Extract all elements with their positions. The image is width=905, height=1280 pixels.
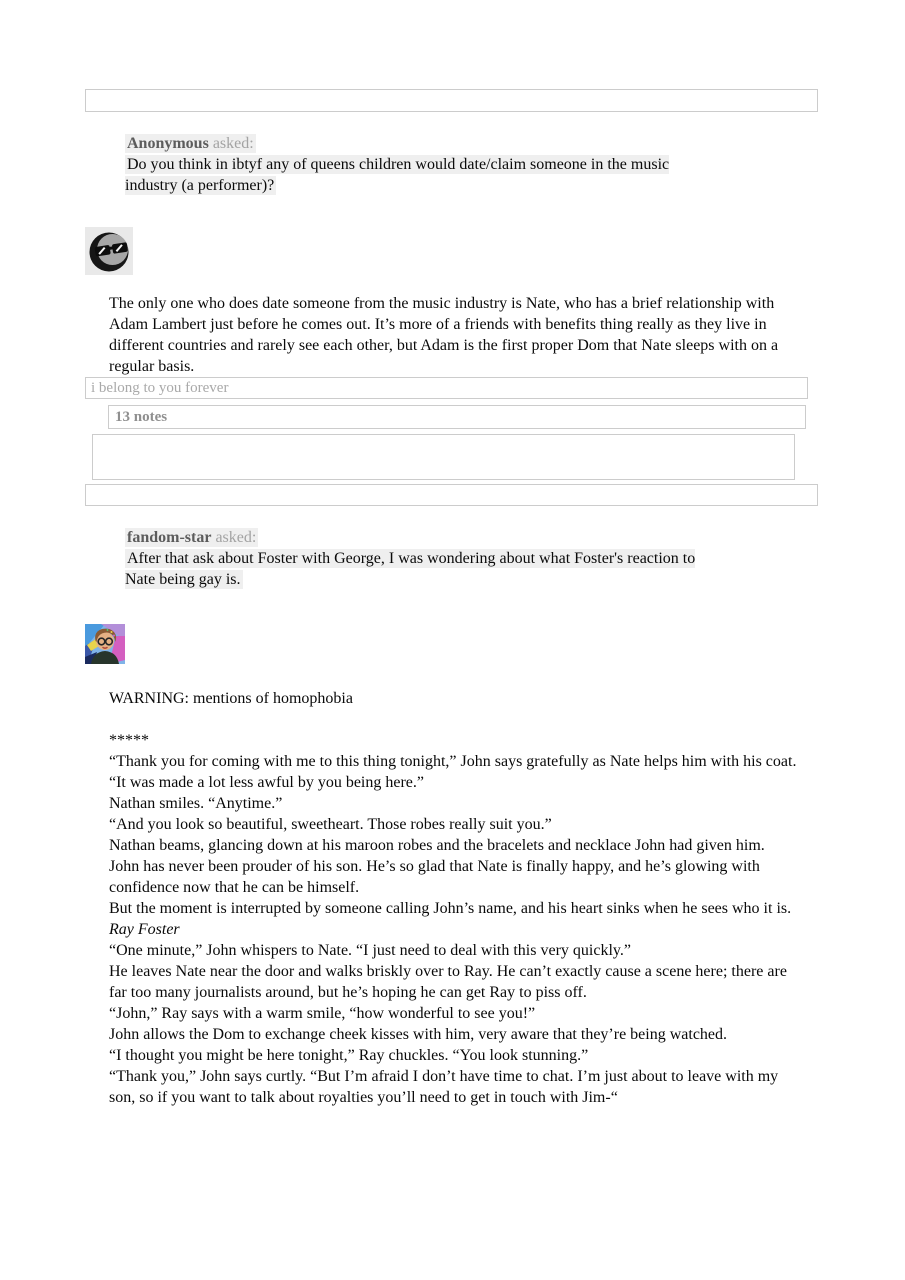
ask-post-1 — [85, 133, 818, 480]
ask-header — [125, 527, 703, 548]
story-paragraph: John allows the Dom to exchange cheek kisses with him, very aware that they’re being watched. — [109, 1026, 728, 1043]
story-paragraph: He leaves Nate near the door and walks briskly over to Ray. He can’t exactly cause a scene here; there are far too many journalists around, but he’s hoping he can get Ray to piss off. — [109, 963, 787, 1001]
separator-line: ***** — [109, 732, 149, 749]
answer-text — [109, 293, 799, 377]
tag-link[interactable]: i belong to you forever — [91, 380, 229, 396]
post-divider-box-2 — [85, 484, 818, 506]
notes-count-link[interactable]: 13 notes — [115, 409, 168, 425]
ask-post-2 — [85, 527, 818, 1108]
story-paragraph: “One minute,” John whispers to Nate. “I just need to deal with this very quickly.” — [109, 942, 631, 959]
ask-question-block — [125, 133, 703, 196]
story-paragraph: “And you look so beautiful, sweetheart. Those robes really suit you.” — [109, 816, 552, 833]
ask-header — [125, 133, 703, 154]
answer-text — [109, 688, 799, 1108]
story-paragraph: “I thought you might be here tonight,” Ray chuckles. “You look stunning.” — [109, 1047, 589, 1064]
cartoon-character-avatar-icon — [85, 624, 125, 664]
story-paragraph: But the moment is interrupted by someone calling John’s name, and his heart sinks when he sees who it is. — [109, 900, 792, 917]
story-paragraph: “Thank you,” John says curtly. “But I’m afraid I don’t have time to chat. I’m just about to leave with my son, so if you want to talk about royalties you’ll need to get in touch with Jim-“ — [109, 1068, 779, 1106]
blog-avatar[interactable] — [85, 624, 125, 664]
asked-label: asked: — [212, 135, 254, 152]
story-paragraph: Nathan smiles. “Anytime.” — [109, 795, 283, 812]
blog-avatar[interactable] — [85, 227, 133, 275]
asker-name[interactable]: fandom-star — [127, 529, 212, 546]
notes-bar[interactable] — [108, 405, 806, 429]
ask-question-text: After that ask about Foster with George, I was wondering about what Foster's reaction to Nate being gay is. — [125, 550, 696, 588]
ask-question-block — [125, 527, 703, 590]
warning-line: WARNING: mentions of homophobia — [109, 690, 353, 707]
post-divider-box-top — [85, 89, 818, 112]
story-paragraph: “John,” Ray says with a warm smile, “how wonderful to see you!” — [109, 1005, 536, 1022]
moon-with-sunglasses-avatar-icon — [85, 227, 133, 275]
story-paragraph: John has never been prouder of his son. He’s so glad that Nate is finally happy, and he’s glowing with confidence now that he can be himself. — [109, 858, 760, 896]
answer-paragraph: The only one who does date someone from the music industry is Nate, who has a brief relationship with Adam Lambert just before he comes out. It’s more of a friends with benefits thing really as they live in different countries and rarely see each other, but Adam is the first proper Dom that Nate sleeps with on a regular basis. — [109, 295, 779, 375]
story-paragraph: “Thank you for coming with me to this thing tonight,” John says gratefully as Nate helps him with his coat. “It was made a lot less awful by you being here.” — [109, 753, 797, 791]
asked-label: asked: — [215, 529, 257, 546]
tags-bar[interactable] — [85, 377, 808, 399]
story-paragraph: Nathan beams, glancing down at his maroon robes and the bracelets and necklace John had given him. — [109, 837, 765, 854]
ask-question-text: Do you think in ibtyf any of queens children would date/claim someone in the music industry (a performer)? — [125, 156, 670, 194]
asker-name: Anonymous — [127, 135, 209, 152]
blog-page — [85, 0, 818, 1108]
story-paragraph: Ray Foster — [109, 921, 180, 938]
post-footer-box — [92, 434, 795, 480]
